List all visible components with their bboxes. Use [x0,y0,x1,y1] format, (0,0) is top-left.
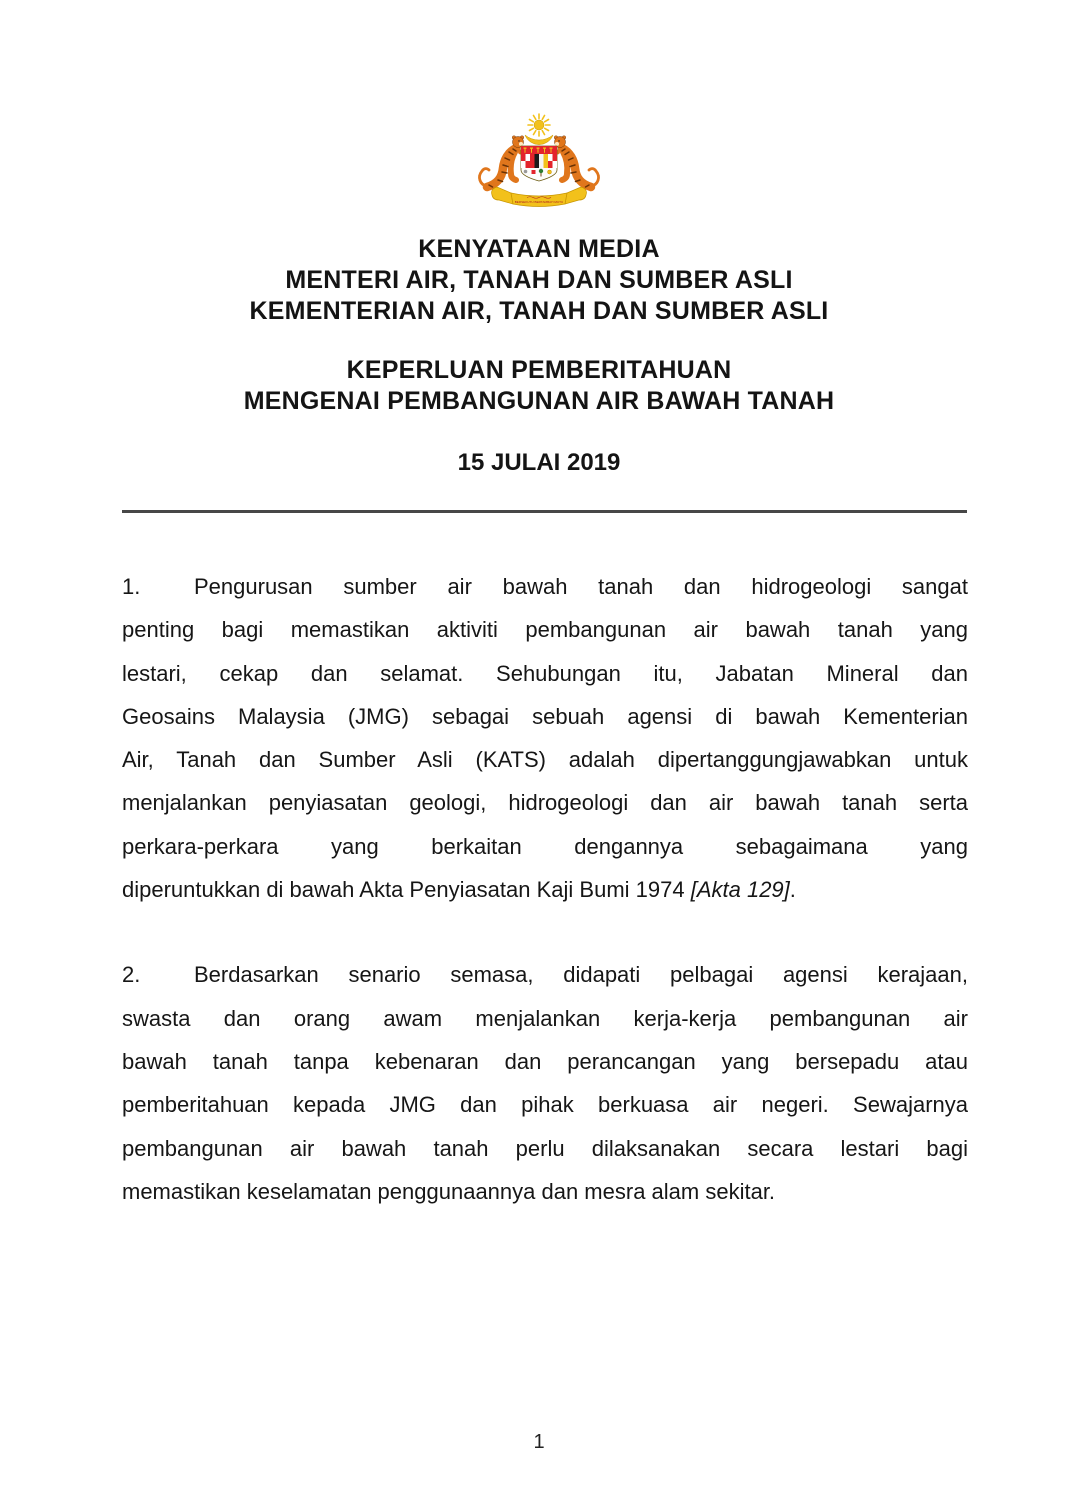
line-text: Berdasarkan senario semasa, didapati pelbagai agensi kerajaan, [194,962,968,988]
text-line: memastikan keselamatan penggunaannya dan mesra alam sekitar. [122,1178,776,1204]
tiger-right-icon [554,136,598,187]
paragraph-number: 2. [122,962,141,988]
coat-of-arms-icon [475,112,603,218]
text-line: swasta dan orang awam menjalankan kerja-kerja pembangunan air [122,1005,968,1031]
paragraph-2 [122,953,968,1213]
text-line: Air, Tanah dan Sumber Asli (KATS) adalah dipertanggungjawabkan untuk [122,747,968,773]
star-crescent-icon [525,114,553,145]
page-number: 1 [533,1431,545,1453]
title-line-1: KENYATAAN MEDIA [418,235,660,263]
document-body [122,565,968,1213]
horizontal-divider [122,510,967,513]
text-line: pemberitahuan kepada JMG dan pihak berkuasa air negeri. Sewajarnya [122,1092,968,1118]
shield-icon [521,146,557,181]
text-line [122,953,968,996]
subject-line-2: MENGENAI PEMBANGUNAN AIR BAWAH TANAH [243,387,835,415]
paragraph-1 [122,565,968,911]
title-line-3: KEMENTERIAN AIR, TANAH DAN SUMBER ASLI [249,297,829,325]
line-text: diperuntukkan di bawah Akta Penyiasatan Kaji Bumi 1974 [122,877,685,903]
motto-text: BERSEKUTU BERTAMBAH MUTU [514,200,564,205]
text-line: perkara-perkara yang berkaitan dengannya sebagaimana yang [122,833,968,859]
document-subject [0,355,1078,417]
line-text: Pengurusan sumber air bawah tanah dan hidrogeologi sangat [194,574,968,599]
paragraph-number: 1. [122,574,141,599]
text-line: menjalankan penyiasatan geologi, hidrogeologi dan air bawah tanah serta [122,790,968,816]
text-line: penting bagi memastikan aktiviti pembangunan air bawah tanah yang [122,617,968,643]
text-line [122,565,968,608]
document-header [0,234,1078,327]
motto-ribbon-icon [492,187,587,207]
jata-negara-icon [475,112,603,218]
text-line: bawah tanah tanpa kebenaran dan perancangan yang bersepadu atau [122,1048,968,1074]
tiger-left-icon [480,136,524,187]
document-date: 15 JULAI 2019 [457,449,621,476]
text-line [122,868,968,911]
text-line: lestari, cekap dan selamat. Sehubungan itu, Jabatan Mineral dan [122,660,968,686]
act-reference-italic: [Akta 129] [690,877,790,903]
subject-line-1: KEPERLUAN PEMBERITAHUAN [346,356,732,384]
line-text: . [789,877,796,903]
text-line: Geosains Malaysia (JMG) sebagai sebuah agensi di bawah Kementerian [122,703,968,729]
title-line-2: MENTERI AIR, TANAH DAN SUMBER ASLI [285,266,793,294]
text-line: pembangunan air bawah tanah perlu dilaksanakan secara lestari bagi [122,1135,968,1161]
